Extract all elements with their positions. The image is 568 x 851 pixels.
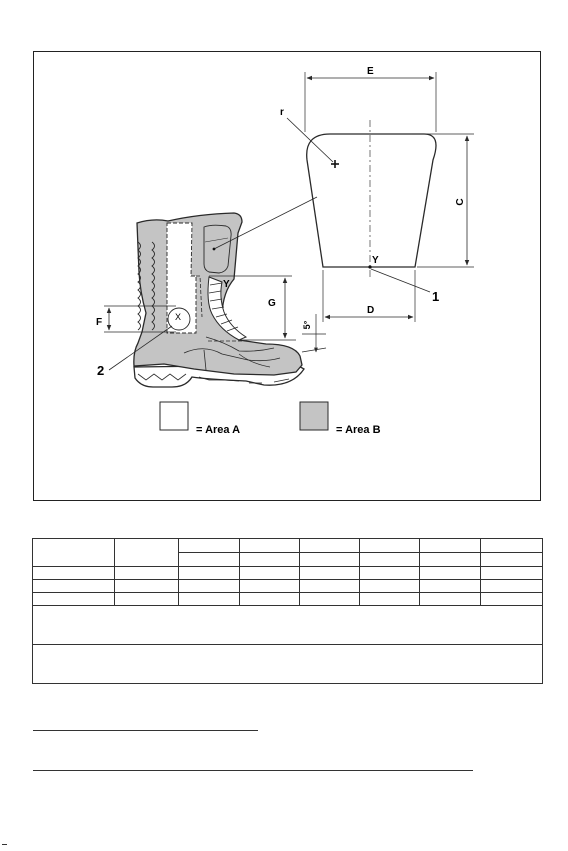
label-e: E: [367, 66, 374, 77]
table-cell: [300, 593, 360, 606]
table-cell: [420, 567, 481, 580]
table-header-cell: [240, 539, 300, 553]
table-cell: [481, 567, 543, 580]
spec-table: [32, 538, 543, 684]
callout-2: 2: [97, 363, 105, 378]
table-header-cell: [33, 539, 115, 567]
table-row: [33, 567, 543, 580]
legend-swatch-area-a: [160, 402, 188, 430]
label-r: r: [280, 107, 284, 118]
table-cell: [33, 567, 115, 580]
table-header-cell: [420, 553, 481, 567]
table-header-cell: [481, 539, 543, 553]
boot-illustration: [96, 197, 326, 387]
table-header-cell: [481, 553, 543, 567]
table-header-cell: [300, 553, 360, 567]
table-cell: [360, 580, 420, 593]
signature-line-short: [33, 730, 258, 731]
table-cell: [481, 593, 543, 606]
label-d: D: [367, 305, 375, 316]
table-header-row: [33, 539, 543, 553]
table-row: [33, 593, 543, 606]
table-cell: [179, 593, 240, 606]
table-cell: [179, 567, 240, 580]
table-header-cell: [300, 539, 360, 553]
table-cell: [300, 580, 360, 593]
table-cell: [115, 567, 179, 580]
label-x-boot: X: [175, 312, 182, 322]
label-angle: 5°: [302, 320, 312, 330]
table-cell: [115, 580, 179, 593]
table-note-cell: [33, 606, 543, 645]
table-header-cell: [115, 539, 179, 567]
legend-label-area-a: = Area A: [196, 424, 241, 436]
table-header-cell: [360, 539, 420, 553]
callout-1: 1: [432, 289, 440, 304]
legend: [160, 402, 381, 436]
table-cell: [481, 580, 543, 593]
table-cell: [420, 593, 481, 606]
table-cell: [240, 593, 300, 606]
table-header-cell: [360, 553, 420, 567]
page-corner-mark: [2, 844, 7, 845]
label-f: F: [96, 317, 103, 328]
table-header-cell: [179, 539, 240, 553]
table-header-cell: [240, 553, 300, 567]
table-cell: [360, 593, 420, 606]
table-row: [33, 580, 543, 593]
table-cell: [33, 593, 115, 606]
protector-patch: [280, 66, 474, 322]
table-cell: [360, 567, 420, 580]
boot-diagram-svg: [34, 52, 542, 502]
table-cell: [420, 580, 481, 593]
table-cell: [240, 580, 300, 593]
legend-swatch-area-b: [300, 402, 328, 430]
boot-area-a-strip: [167, 223, 196, 333]
table-cell: [179, 580, 240, 593]
callout-1-leader: [371, 269, 430, 292]
signature-line-long: [33, 770, 473, 771]
table-header-cell: [179, 553, 240, 567]
table-note-row: [33, 645, 543, 684]
label-y-boot: Y: [223, 279, 230, 290]
table-cell: [33, 580, 115, 593]
label-y-patch: Y: [372, 255, 379, 266]
label-g: G: [268, 298, 276, 309]
label-c: C: [455, 198, 466, 206]
table-cell: [115, 593, 179, 606]
table-header-cell: [420, 539, 481, 553]
patch-outline: [307, 134, 436, 267]
boot-diagram-figure: [33, 51, 541, 501]
table-cell: [240, 567, 300, 580]
table-note-cell: [33, 645, 543, 684]
legend-label-area-b: = Area B: [336, 424, 381, 436]
table-note-row: [33, 606, 543, 645]
table-cell: [300, 567, 360, 580]
